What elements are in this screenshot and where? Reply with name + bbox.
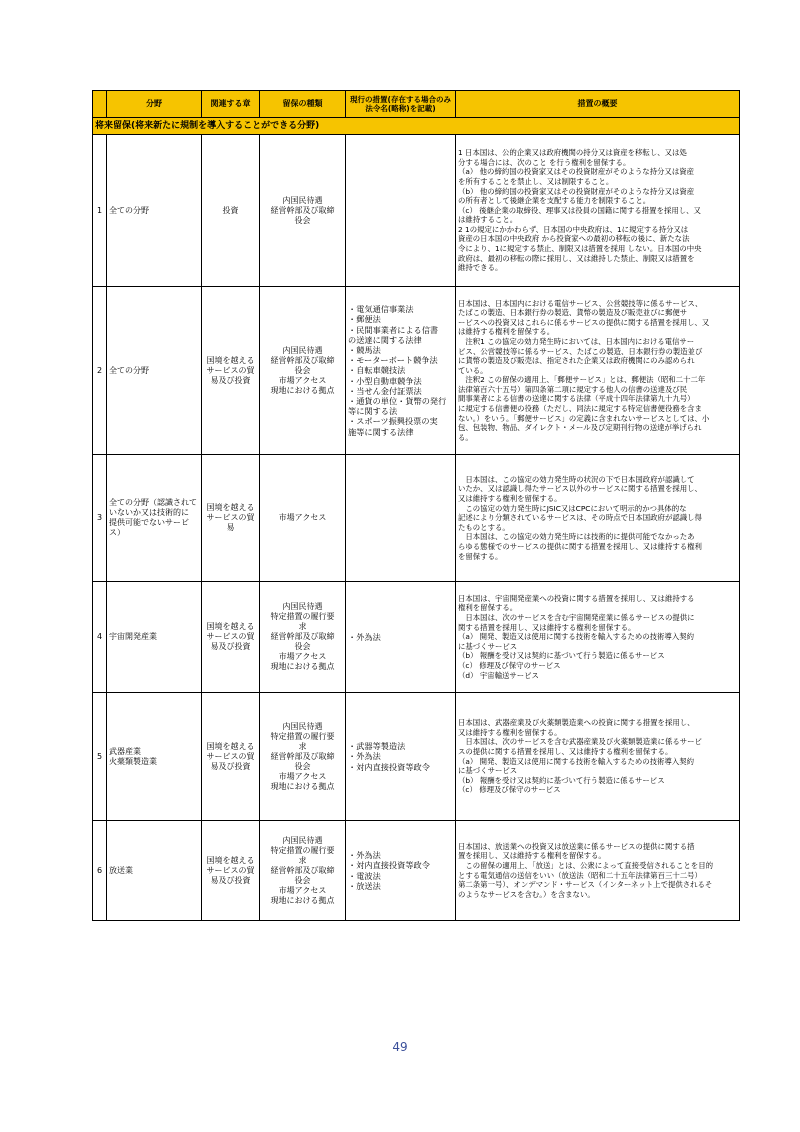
row-chapter: 国境を越える サービスの貿 易及び投資 xyxy=(202,287,260,455)
row-measures: ・武器等製造法 ・外為法 ・対内直接投資等政令 xyxy=(346,693,456,821)
row-measures: ・外為法 ・対内直接投資等政令 ・電波法 ・放送法 xyxy=(346,821,456,921)
row-type: 内国民待遇 特定措置の履行要 求 経営幹部及び取締 役会 市場アクセス 現地における拠点 xyxy=(260,582,346,693)
section-title: 将来留保(将来新たに規制を導入することができる分野) xyxy=(93,118,740,135)
section-row xyxy=(93,118,740,135)
table-row xyxy=(93,135,740,287)
row-type: 内国民待遇 特定措置の履行要 求 経営幹部及び取締 役会 市場アクセス 現地における拠点 xyxy=(260,693,346,821)
row-field: 全ての分野（認識されて いないか又は技術的に 提供可能でないサービ ス） xyxy=(107,455,202,582)
table-row xyxy=(93,455,740,582)
row-measures: ・外為法 xyxy=(346,582,456,693)
header-type: 留保の種類 xyxy=(260,91,346,118)
row-field: 全ての分野 xyxy=(107,135,202,287)
row-number: 3 xyxy=(93,455,107,582)
page-number: 49 xyxy=(392,1040,408,1054)
reservations-table xyxy=(92,90,740,921)
row-overview: 日本国は、放送業への投資又は放送業に係るサービスの提供に関する措 置を採用し、又は維持する権利を留保する。 この留保の適用上、「放送」とは、公衆によって直接受信されることを目的 とする電気通信の送信をいい（放送法（昭和二十五年法律第百三十二号） 第二条第一号）、オンデマンド・サービス（インターネット上で提供されるそ のようなサービスを含む。）を含まない。 xyxy=(456,821,740,921)
header-overview: 措置の概要 xyxy=(456,91,740,118)
table-row xyxy=(93,582,740,693)
row-chapter: 国境を越える サービスの貿 易及び投資 xyxy=(202,693,260,821)
header-measures: 現行の措置(存在する場合のみ法令名(略称)を記載) xyxy=(346,91,456,118)
table-row xyxy=(93,693,740,821)
row-chapter: 国境を越える サービスの貿 易及び投資 xyxy=(202,582,260,693)
row-type: 内国民待遇 経営幹部及び取締 役会 市場アクセス 現地における拠点 xyxy=(260,287,346,455)
row-number: 4 xyxy=(93,582,107,693)
row-type: 内国民待遇 経営幹部及び取締 役会 xyxy=(260,135,346,287)
row-measures xyxy=(346,135,456,287)
row-overview: 日本国は、武器産業及び火薬類製造業への投資に関する措置を採用し、 又は維持する権利を留保する。 日本国は、次のサービスを含む武器産業及び火薬類製造業に係るサービ スの提供に関する措置を採用し、又は維持する権利を留保する。 （a） 開発、製造又は使用に関する技術を輸入するための技術導入契約 に基づくサービス （b） 報酬を受け又は契約に基づいて行う製造に係るサービス （c） 修理及び保守のサービス xyxy=(456,693,740,821)
row-field: 武器産業 火薬類製造業 xyxy=(107,693,202,821)
header-number xyxy=(93,91,107,118)
row-chapter: 国境を越える サービスの貿 易及び投資 xyxy=(202,821,260,921)
row-number: 2 xyxy=(93,287,107,455)
row-number: 5 xyxy=(93,693,107,821)
row-measures xyxy=(346,455,456,582)
row-number: 1 xyxy=(93,135,107,287)
row-overview: 1 日本国は、公的企業又は政府機関の持分又は資産を移転し、又は処 分する場合には、次のこと を行う権利を留保する。 （a） 他の締約国の投資家又はその投資財産がそのような持分又は資産 を所有することを禁止し、又は制限すること。 （b） 他の締約国の投資家又はその投資財産がそのような持分又は資産 の所有者として後継企業を支配する能力を制限すること。 （c） 後継企業の取締役、理事又は役員の国籍に関する措置を採用し、又 は維持すること。 2 1の規定にかかわらず、日本国の中央政府は、1に規定する持分又は 資産の日本国の中央政府 から投資家への最初の移転の後に、新たな法 令により、1に規定する禁止、制限又は措置を採用 しない。日本国の中央 政府は、最初の移転の際に採用し、又は維持した禁止、制限又は措置を 維持できる。 xyxy=(456,135,740,287)
header-field: 分野 xyxy=(107,91,202,118)
row-type: 市場アクセス xyxy=(260,455,346,582)
row-field: 放送業 xyxy=(107,821,202,921)
row-field: 全ての分野 xyxy=(107,287,202,455)
row-chapter: 国境を越える サービスの貿 易 xyxy=(202,455,260,582)
row-overview: 日本国は、宇宙開発産業への投資に関する措置を採用し、又は維持する 権利を留保する。 日本国は、次のサービスを含む宇宙開発産業に係るサービスの提供に 関する措置を採用し、又は維持する権利を留保する。 （a） 開発、製造又は使用に関する技術を輸入するための技術導入契約 に基づくサービス （b） 報酬を受け又は契約に基づいて行う製造に係るサービス （c） 修理及び保守のサービス （d） 宇宙輸送サービス xyxy=(456,582,740,693)
row-number: 6 xyxy=(93,821,107,921)
row-field: 宇宙開発産業 xyxy=(107,582,202,693)
row-chapter: 投資 xyxy=(202,135,260,287)
table-row xyxy=(93,821,740,921)
row-measures: ・電気通信事業法 ・郵便法 ・民間事業者による信書 の送達に関する法律 ・競馬法 ・モーターボート競争法 ・自転車競技法 ・小型自動車競争法 ・当せん金付証票法 ・通貨の単位・貨幣の発行 等に関する法 ・スポーツ振興投票の実 施等に関する法律 xyxy=(346,287,456,455)
row-overview: 日本国は、この協定の効力発生時の状況の下で日本国政府が認識して いたか、又は認識し得たサービス以外のサービスに関する措置を採用し、 又は維持する権利を留保する。 この協定の効力発生時にJSIC又はCPCにおいて明示的かつ具体的な 記述により分類されているサービスは、その時点で日本国政府が認識し得 たものとする。 日本国は、この協定の効力発生時には技術的に提供可能でなかったあ らゆる態様でのサービスの提供に関する措置を採用し、又は維持する権利 を留保する。 xyxy=(456,455,740,582)
row-overview: 日本国は、日本国内における電信サービス、公営競技等に係るサービス、 たばこの製造、日本銀行券の製造、貨幣の製造及び販売並びに郵便サ ービスへの投資又はこれらに係るサービスの提供に関する措置を採用し、又 は維持する権利を留保する。 注釈1 この協定の効力発生時においては、日本国内における電信サー ビス、公営競技等に係るサービス、たばこの製造、日本銀行券の製造並び に貨幣の製造及び販売は、指定された企業又は政府機関にのみ認められ ている。 注釈2 この留保の適用上、「郵便サービス」とは、郵便法（昭和二十二年 法律第百六十五号）第四条第二項に規定する他人の信書の送達及び民 間事業者による信書の送達に関する法律（平成十四年法律第九十九号） に規定する信書便の役務（ただし、同法に規定する特定信書便役務を含ま ない。）をいう。「郵便サービス」の定義に含まれないサービスとしては、小 包、包装物、物品、ダイレクト・メール及び定期刊行物の送達が挙げられ る。 xyxy=(456,287,740,455)
header-chapter: 関連する章 xyxy=(202,91,260,118)
table-row xyxy=(93,287,740,455)
row-type: 内国民待遇 特定措置の履行要 求 経営幹部及び取締 役会 市場アクセス 現地における拠点 xyxy=(260,821,346,921)
header-row xyxy=(93,91,740,118)
